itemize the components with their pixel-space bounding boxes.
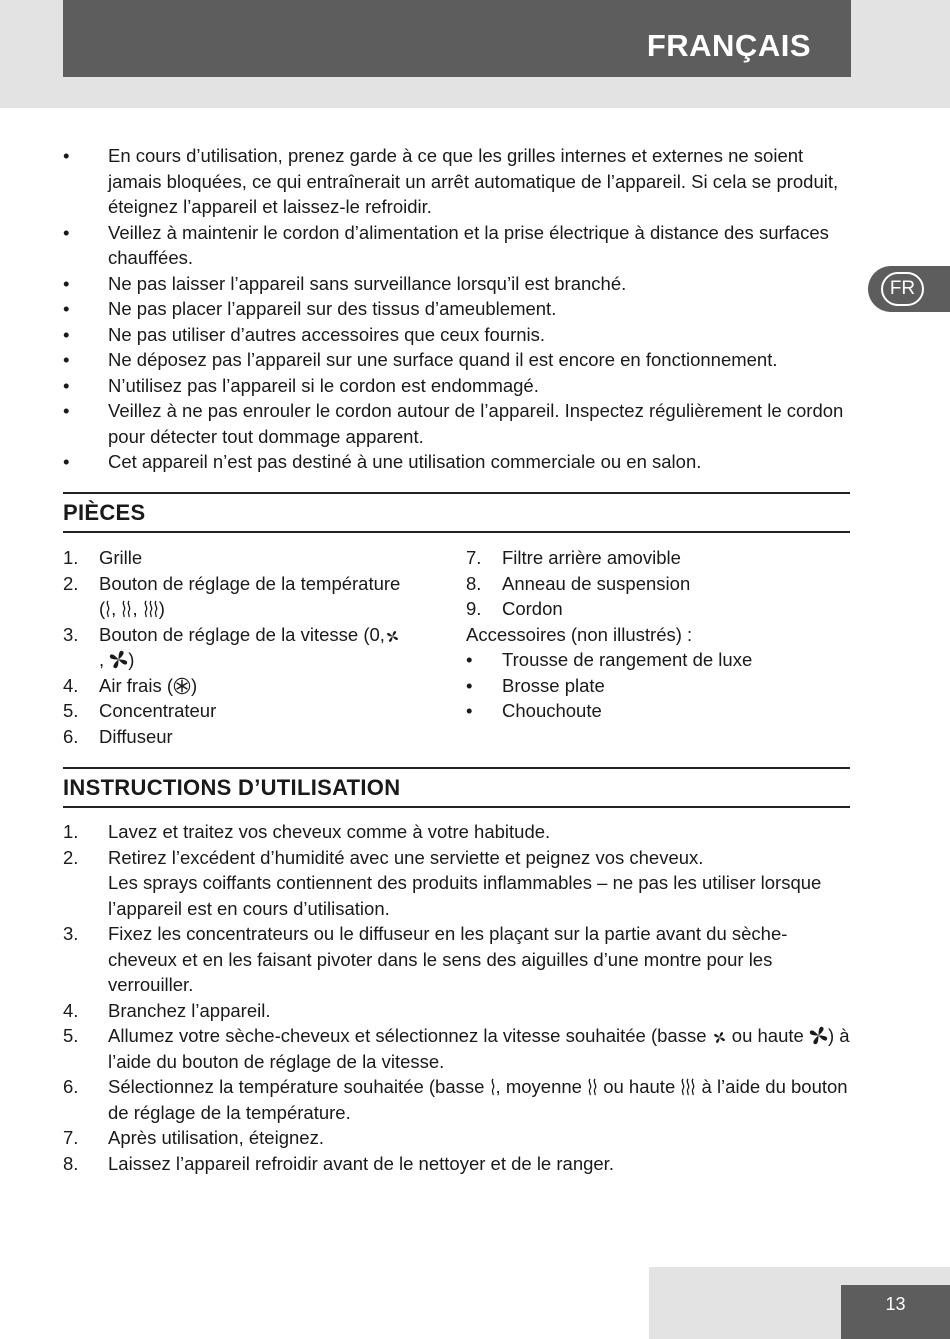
step-number: 5. [63,1025,79,1046]
step-text-part: ou haute [731,1025,804,1046]
step-text: Retirez l’excédent d’humidité avec une serviette et peignez vos cheveux. [108,846,704,868]
list-item [466,596,850,622]
bullet: • [466,700,473,721]
item-text-part: ( [99,598,106,619]
step-text: Lavez et traitez vos cheveux comme à votre habitude. [108,821,551,842]
list-item [466,545,850,571]
fan-high-icon [109,650,128,669]
language-tab-label: FR [881,272,924,306]
list-item [63,1023,853,1074]
list-item-text: Cet appareil n’est pas destiné à une utilisation commerciale ou en salon. [108,451,702,472]
bullet: • [63,400,70,421]
list-item [63,845,853,922]
item-text: Concentrateur [99,700,217,721]
instructions-list [63,819,853,1176]
list-item [63,1151,853,1177]
list-item [63,921,853,998]
step-number: 7. [63,1127,79,1148]
step-number: 4. [63,999,79,1021]
bullet: • [63,272,70,294]
item-text: Filtre arrière amovible [502,547,681,568]
parts-list-right [466,545,850,724]
item-number: 9. [466,598,482,619]
step-text-part: à l’aide du bouton de réglage de la température. [108,1076,848,1123]
item-text: Bouton de réglage de la température [99,572,401,594]
heat-medium-icon [587,1078,598,1096]
list-item [63,143,853,220]
item-text: Diffuseur [99,725,173,747]
parts-list-left [63,545,423,749]
cool-shot-icon [173,677,191,695]
list-item-text: Veillez à ne pas enrouler le cordon autour de l’appareil. Inspectez régulièrement le cordon pour détecter tout dommage apparent. [108,400,844,447]
item-text-part: , [132,598,143,619]
item-text: Brosse plate [502,674,605,696]
item-text-part: , [111,598,122,619]
item-text: Anneau de suspension [502,572,691,594]
list-item-text: Ne pas laisser l’appareil sans surveillance lorsqu’il est branché. [108,272,627,294]
item-text-part: ) [158,598,165,619]
list-item [466,673,850,699]
language-title: FRANÇAIS [646,28,811,63]
bullet: • [63,221,70,243]
list-item [63,220,853,271]
list-item [63,571,423,622]
list-item [466,571,850,597]
list-item [63,724,423,750]
heat-high-icon [680,1078,696,1096]
list-item [63,271,853,297]
heat-medium-icon [121,600,132,618]
step-number: 1. [63,821,79,842]
fan-low-icon [712,1030,727,1045]
step-number: 8. [63,1152,79,1174]
list-item-text: Ne pas utiliser d’autres accessoires que ceux fournis. [108,323,546,345]
item-text: Air frais ( [99,674,173,696]
list-item [63,819,853,845]
bullet: • [63,374,70,396]
fan-high-icon [809,1026,828,1045]
language-tab [868,266,950,312]
list-item [63,998,853,1024]
list-item-text: N’utilisez pas l’appareil si le cordon est endommagé. [108,374,539,396]
bullet: • [466,649,473,670]
list-item [63,698,423,724]
page-number: 13 [841,1285,950,1339]
list-item-text: En cours d’utilisation, prenez garde à ce que les grilles internes et externes ne soient jamais bloquées, ce qui entraînerait un arrêt automatique de l’appareil. Si cela se produit, éteignez l’appareil et laissez-le refroidir. [108,145,839,217]
language-header [63,0,851,77]
list-item [466,698,850,724]
item-number: 3. [63,623,79,645]
list-item [63,398,853,449]
instructions-section-title: INSTRUCTIONS D’UTILISATION [63,767,850,808]
step-text: Après utilisation, éteignez. [108,1127,324,1148]
bullet: • [63,451,70,472]
item-text: Cordon [502,598,563,619]
item-number: 1. [63,547,79,568]
list-item-text: Ne déposez pas l’appareil sur une surface quand il est encore en fonctionnement. [108,349,778,370]
item-text: Trousse de rangement de luxe [502,649,753,670]
warnings-list [63,143,853,475]
list-item [63,673,423,699]
item-number: 4. [63,674,79,696]
step-note: Les sprays coiffants contiennent des produits inflammables – ne pas les utiliser lorsque l’appareil est en cours d’utilisation. [108,872,822,919]
item-text: Chouchoute [502,700,602,721]
list-item [63,1074,853,1125]
step-text-part: , moyenne [495,1076,582,1097]
list-item [63,449,853,475]
item-number: 7. [466,547,482,568]
step-number: 6. [63,1076,79,1097]
bullet: • [63,145,70,166]
item-text-part: , [99,649,105,670]
item-text-part: ) [128,649,135,670]
step-text-part: ou haute [603,1076,676,1097]
item-text: Grille [99,547,143,568]
item-text-part: ) [191,674,198,696]
list-item [63,373,853,399]
step-text: Sélectionnez la température souhaitée (basse [108,1076,485,1097]
step-number: 3. [63,923,79,944]
list-item [63,622,423,673]
step-text: Branchez l’appareil. [108,999,271,1021]
bullet: • [466,674,473,696]
item-number: 6. [63,725,79,747]
bullet: • [63,298,70,319]
item-number: 2. [63,572,79,594]
list-item-text: Veillez à maintenir le cordon d’alimentation et la prise électrique à distance des surfaces chauffées. [108,221,829,268]
list-item [63,1125,853,1151]
item-number: 8. [466,572,482,594]
step-text: Allumez votre sèche-cheveux et sélectionnez la vitesse souhaitée (basse [108,1025,707,1046]
heat-high-icon [143,600,159,618]
list-item [63,296,853,322]
list-item [63,322,853,348]
step-text-part: ) à l’aide du bouton de réglage de la vitesse. [108,1025,850,1072]
accessories-label: Accessoires (non illustrés) : [466,623,693,645]
step-text: Laissez l’appareil refroidir avant de le nettoyer et de le ranger. [108,1152,614,1174]
step-text: Fixez les concentrateurs ou le diffuseur en les plaçant sur la partie avant du sèche-cheveux et en les faisant pivoter dans le sens des aiguilles d’une montre pour les verrouiller. [108,923,788,995]
item-text: Bouton de réglage de la vitesse (0, [99,623,385,645]
fan-low-icon [385,629,400,644]
bullet: • [63,323,70,345]
bullet: • [63,349,70,370]
list-item [466,647,850,673]
list-item [63,347,853,373]
parts-section-title: PIÈCES [63,492,850,533]
item-number: 5. [63,700,79,721]
step-number: 2. [63,846,79,868]
list-item [63,545,423,571]
list-item-text: Ne pas placer l’appareil sur des tissus d’ameublement. [108,298,557,319]
